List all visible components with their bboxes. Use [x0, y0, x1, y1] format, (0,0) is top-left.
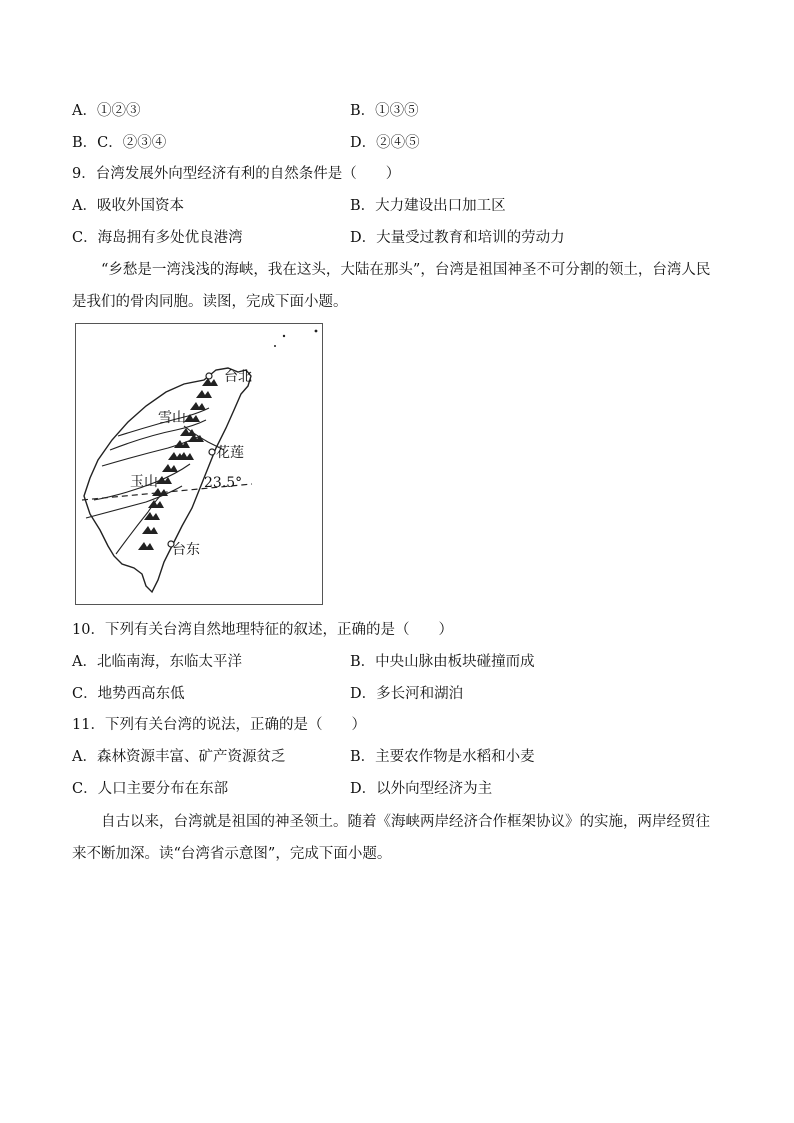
q8-option-d: D．②④⑤	[350, 135, 420, 151]
q10-option-d: D．多长河和湖泊	[350, 686, 464, 702]
taipei-marker	[206, 373, 212, 379]
q10-stem: 10．下列有关台湾自然地理特征的叙述，正确的是（ ）	[72, 622, 453, 638]
taiwan-map	[75, 323, 323, 605]
island-dot	[283, 335, 285, 337]
river	[102, 436, 200, 466]
intro-paragraph-2: 自古以来，台湾就是祖国的神圣领土。随着《海峡两岸经济合作框架协议》的实施，两岸经贸往来不断加深。读“台湾省示意图”，完成下面小题。	[72, 814, 710, 862]
river	[86, 486, 182, 518]
q11-option-c: C．人口主要分布在东部	[72, 781, 229, 797]
q8-option-a: A．①②③	[72, 103, 141, 119]
q11-option-d: D．以外向型经济为主	[350, 781, 493, 797]
q8-option-b: B．①③⑤	[350, 103, 419, 119]
label-xueshan: 雪山	[158, 410, 186, 426]
label-hualian: 花莲	[216, 445, 244, 461]
q11-stem: 11．下列有关台湾的说法，正确的是（ ）	[72, 717, 366, 733]
q9-option-a: A．吸收外国资本	[72, 198, 184, 214]
q11-option-b: B．主要农作物是水稻和小麦	[350, 749, 535, 765]
label-latitude: 23.5°	[204, 475, 243, 491]
label-taidong: 台东	[172, 542, 200, 558]
q8-option-c: B．C．②③④	[72, 135, 167, 151]
q10-option-b: B．中央山脉由板块碰撞而成	[350, 654, 535, 670]
q9-option-b: B．大力建设出口加工区	[350, 198, 506, 214]
q9-option-d: D．大量受过教育和培训的劳动力	[350, 230, 565, 246]
intro-paragraph-1: “乡愁是一湾浅浅的海峡，我在这头，大陆在那头”，台湾是祖国神圣不可分割的领土，台湾人民是我们的骨肉同胞。读图，完成下面小题。	[72, 262, 711, 310]
hualian-marker	[209, 449, 215, 455]
q11-option-a: A．森林资源丰富、矿产资源贫乏	[72, 749, 286, 765]
q9-option-c: C．海岛拥有多处优良港湾	[72, 230, 243, 246]
label-yushan: 玉山	[130, 474, 158, 490]
island-dot	[315, 330, 318, 333]
label-taipei: 台北	[224, 369, 252, 385]
q9-stem: 9．台湾发展外向型经济有利的自然条件是（ ）	[72, 166, 401, 182]
q10-option-a: A．北临南海，东临太平洋	[72, 654, 242, 670]
island-dot	[274, 345, 276, 347]
q10-option-c: C．地势西高东低	[72, 686, 185, 702]
